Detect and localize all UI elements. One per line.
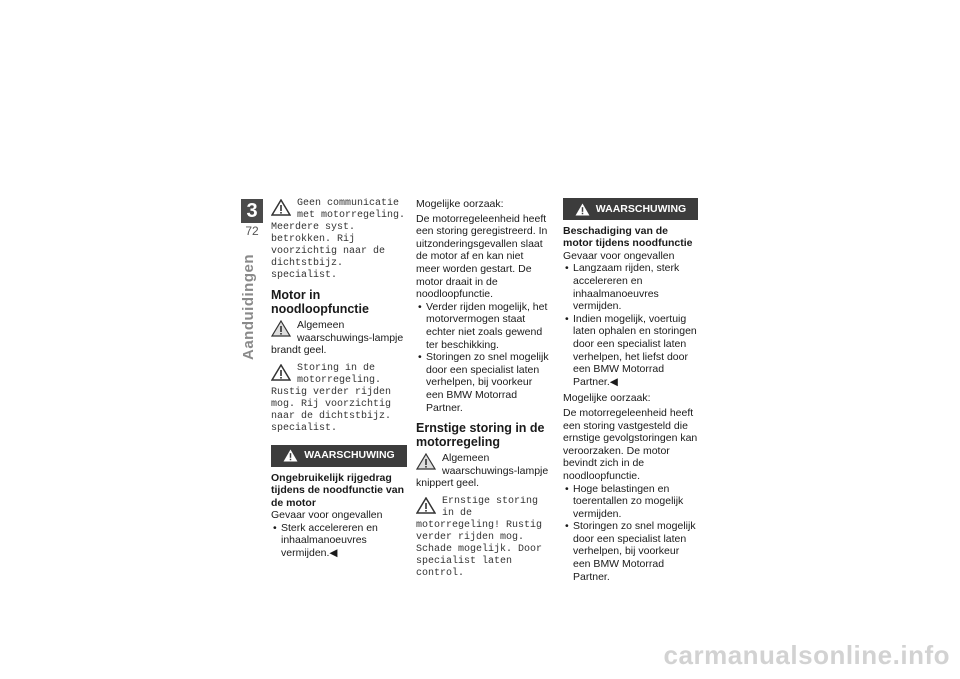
list-item: • Indien mogelijk, voertuig laten ophalen en storingen door een specialist laten verhelpen, het liefst door een BMW Motorrad Partner.◀ xyxy=(563,313,698,389)
chapter-number: 3 xyxy=(241,199,263,223)
warning-banner xyxy=(271,445,407,467)
lamp-description: Algemeen waarschuwings-lampje brandt geel. xyxy=(271,319,404,357)
warning-banner-icon xyxy=(283,449,298,462)
bullet-list xyxy=(416,301,549,414)
warning-banner-icon xyxy=(575,203,590,216)
bullet-list xyxy=(271,522,407,560)
list-item: • Verder rijden mogelijk, het motorvermogen staat echter niet zoals gewend ter beschikking. xyxy=(416,301,549,351)
section-heading: Ernstige storing in de motorregeling xyxy=(416,421,545,450)
warning-label: WAARSCHUWING xyxy=(595,202,687,215)
warning-triangle-icon xyxy=(416,497,438,515)
column-1 xyxy=(271,198,407,559)
column-2 xyxy=(416,198,549,586)
list-item: • Sterk accelereren en inhaalmanoeuvres vermijden.◀ xyxy=(271,522,407,560)
warning-triangle-icon xyxy=(271,364,293,382)
column-3 xyxy=(563,188,698,583)
warning-lamp-icon xyxy=(271,320,293,338)
list-item: • Storingen zo snel mogelijk door een specialist laten verhelpen, bij voorkeur een BMW Motorrad Partner. xyxy=(563,520,698,583)
page-number: 72 xyxy=(245,224,259,238)
watermark: carmanualsonline.info xyxy=(663,640,950,670)
display-message: Geen communicatie met motorregeling. Meerdere syst. betrokken. Rij voorzichtig naar de dichtstbijz. specialist. xyxy=(271,198,406,281)
warning-heading: Beschadiging van de motor tijdens noodfunctie xyxy=(563,225,693,250)
bullet-list xyxy=(563,483,698,584)
cause-text: De motorregeleenheid heeft een storing vastgesteld die ernstige gevolgstoringen kan veroorzaken. De motor bevindt zich in de noodloopfunctie. xyxy=(563,406,698,482)
warning-label: WAARSCHUWING xyxy=(304,449,395,462)
list-item: • Hoge belastingen en toerentallen zo mogelijk vermijden. xyxy=(563,483,698,521)
bullet-list xyxy=(563,262,698,388)
warning-heading: Ongebruikelijk rijgedrag tijdens de noodfunctie van de motor xyxy=(271,471,405,509)
display-message: Storing in de motorregeling. Rustig verder rijden mog. Rij voorzichtig naar de dichtstbijz. specialist. xyxy=(271,362,392,434)
display-message: Ernstige storing in de motorregeling! Rustig verder rijden mog. Schade mogelijk. Door specialist laten control. xyxy=(416,495,543,579)
warning-lamp-icon xyxy=(416,453,438,471)
cause-label: Mogelijke oorzaak: xyxy=(416,198,504,210)
cause-label: Mogelijke oorzaak: xyxy=(563,392,651,405)
chapter-label-text: Aanduidingen xyxy=(240,254,257,360)
list-item: • Langzaam rijden, sterk accelereren en inhaalmanoeuvres vermijden. xyxy=(563,262,698,312)
lamp-description: Algemeen waarschuwings-lampje knippert geel. xyxy=(416,452,549,490)
list-item: • Storingen zo snel mogelijk door een specialist laten verhelpen, bij voorkeur een BMW Motorrad Partner. xyxy=(416,351,549,414)
cause-text: De motorregeleenheid heeft een storing geregistreerd. In uitzonderingsgevallen slaat de motor af en kan niet meer worden gestart. De motor draait in de noodloopfunctie. xyxy=(416,212,548,301)
danger-intro: Gevaar voor ongevallen xyxy=(563,249,675,262)
warning-banner xyxy=(563,198,698,220)
warning-triangle-icon xyxy=(271,199,293,217)
danger-intro: Gevaar voor ongevallen xyxy=(271,509,383,521)
section-heading: Motor in noodloopfunctie xyxy=(271,288,369,316)
